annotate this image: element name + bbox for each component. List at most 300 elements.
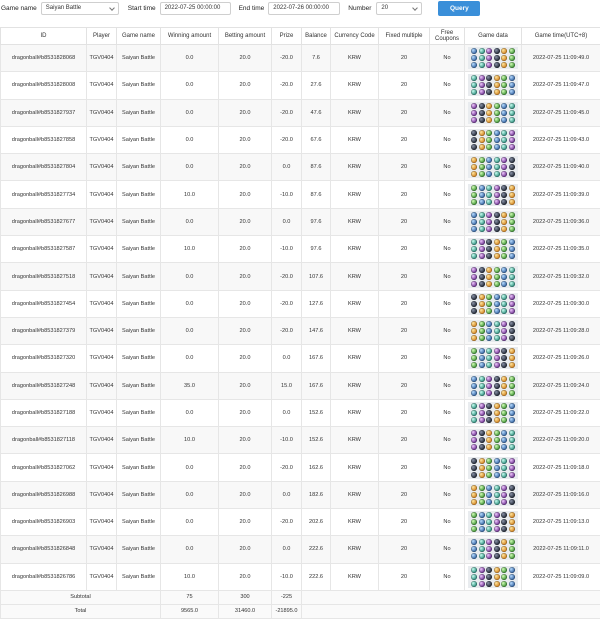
table-row: [1, 454, 600, 481]
slot-symbol-icon: [501, 321, 507, 327]
slot-symbol-icon: [471, 226, 477, 232]
slot-symbol-icon: [501, 458, 507, 464]
slot-symbol-icon: [486, 417, 492, 423]
cell-game-data[interactable]: [465, 208, 522, 235]
slot-symbol-icon: [494, 492, 500, 498]
slot-symbol-icon: [486, 355, 492, 361]
total-filler: [302, 604, 600, 618]
slot-symbol-icon: [509, 164, 515, 170]
table-row: [1, 481, 600, 508]
cell-balance: 47.6: [302, 99, 331, 126]
game-data-symbols[interactable]: [468, 347, 518, 369]
cell-free-coupons: No: [430, 45, 465, 72]
cell-prize: 15.0: [272, 372, 302, 399]
cell-winning-amount: 35.0: [161, 372, 219, 399]
cell-winning-amount: 10.0: [161, 236, 219, 263]
end-time-label: End time: [239, 5, 265, 12]
table-header-row: [1, 28, 600, 45]
cell-free-coupons: No: [430, 208, 465, 235]
slot-symbol-icon: [494, 281, 500, 287]
cell-winning-amount: 0.0: [161, 345, 219, 372]
cell-game-data[interactable]: [465, 317, 522, 344]
slot-symbol-icon: [501, 164, 507, 170]
cell-currency-code: KRW: [331, 509, 379, 536]
cell-currency-code: KRW: [331, 536, 379, 563]
cell-betting-amount: 20.0: [219, 345, 272, 372]
slot-symbol-icon: [494, 458, 500, 464]
slot-symbol-icon: [471, 574, 477, 580]
slot-symbol-icon: [501, 82, 507, 88]
slot-symbol-icon: [509, 226, 515, 232]
cell-currency-code: KRW: [331, 99, 379, 126]
slot-symbol-icon: [479, 546, 485, 552]
cell-id: dragonball#b8531828008: [1, 72, 87, 99]
slot-symbol-icon: [509, 546, 515, 552]
cell-currency-code: KRW: [331, 345, 379, 372]
cell-winning-amount: 0.0: [161, 481, 219, 508]
cell-winning-amount: 0.0: [161, 454, 219, 481]
col-header-prize: Prize: [272, 28, 302, 45]
slot-symbol-icon: [479, 321, 485, 327]
slot-symbol-icon: [479, 274, 485, 280]
cell-currency-code: KRW: [331, 263, 379, 290]
cell-fixed-multiple: 20: [379, 536, 430, 563]
slot-symbol-icon: [494, 546, 500, 552]
cell-id: dragonball#b8531827804: [1, 154, 87, 181]
cell-game-name: Saiyan Battle: [117, 45, 161, 72]
game-data-symbols[interactable]: [468, 156, 518, 178]
slot-symbol-icon: [486, 485, 492, 491]
slot-symbol-icon: [509, 301, 515, 307]
slot-symbol-icon: [479, 567, 485, 573]
slot-symbol-icon: [501, 62, 507, 68]
slot-symbol-icon: [479, 348, 485, 354]
slot-symbol-icon: [486, 403, 492, 409]
slot-symbol-icon: [479, 403, 485, 409]
cell-winning-amount: 0.0: [161, 154, 219, 181]
slot-symbol-icon: [509, 130, 515, 136]
game-data-symbols[interactable]: [468, 293, 518, 315]
cell-game-data[interactable]: [465, 399, 522, 426]
cell-betting-amount: 20.0: [219, 99, 272, 126]
slot-symbol-icon: [479, 212, 485, 218]
cell-balance: 7.6: [302, 45, 331, 72]
slot-symbol-icon: [479, 362, 485, 368]
cell-id: dragonball#b8531826848: [1, 536, 87, 563]
slot-symbol-icon: [479, 164, 485, 170]
cell-game-time: 2022-07-25 11:09:28.0: [522, 317, 600, 344]
cell-game-data[interactable]: [465, 72, 522, 99]
cell-winning-amount: 0.0: [161, 536, 219, 563]
slot-symbol-icon: [494, 390, 500, 396]
slot-symbol-icon: [509, 567, 515, 573]
slot-symbol-icon: [486, 526, 492, 532]
cell-game-data[interactable]: [465, 454, 522, 481]
cell-game-data[interactable]: [465, 481, 522, 508]
slot-symbol-icon: [471, 458, 477, 464]
slot-symbol-icon: [486, 430, 492, 436]
slot-symbol-icon: [501, 465, 507, 471]
cell-betting-amount: 20.0: [219, 563, 272, 590]
slot-symbol-icon: [486, 465, 492, 471]
game-data-symbols[interactable]: [468, 566, 518, 588]
chevron-down-icon: [109, 5, 115, 11]
cell-prize: -20.0: [272, 126, 302, 153]
cell-player: TGV0404: [87, 399, 117, 426]
slot-symbol-icon: [486, 137, 492, 143]
slot-symbol-icon: [479, 171, 485, 177]
cell-currency-code: KRW: [331, 236, 379, 263]
cell-betting-amount: 20.0: [219, 372, 272, 399]
total-label: Total: [1, 604, 161, 618]
slot-symbol-icon: [501, 348, 507, 354]
cell-game-time: 2022-07-25 11:09:43.0: [522, 126, 600, 153]
slot-symbol-icon: [486, 308, 492, 314]
cell-game-time: 2022-07-25 11:09:16.0: [522, 481, 600, 508]
cell-game-name: Saiyan Battle: [117, 126, 161, 153]
slot-symbol-icon: [471, 390, 477, 396]
slot-symbol-icon: [471, 301, 477, 307]
cell-fixed-multiple: 20: [379, 208, 430, 235]
cell-id: dragonball#b8531827379: [1, 317, 87, 344]
table-row: [1, 427, 600, 454]
cell-winning-amount: 10.0: [161, 181, 219, 208]
cell-player: TGV0404: [87, 263, 117, 290]
col-header-game-data: Game data: [465, 28, 522, 45]
slot-symbol-icon: [509, 376, 515, 382]
cell-game-name: Saiyan Battle: [117, 481, 161, 508]
cell-prize: -20.0: [272, 454, 302, 481]
game-data-symbols[interactable]: [468, 74, 518, 96]
col-header-balance: Balance: [302, 28, 331, 45]
game-data-symbols[interactable]: [468, 129, 518, 151]
col-header-game-time: Game time(UTC+8): [522, 28, 600, 45]
slot-symbol-icon: [501, 417, 507, 423]
cell-game-time: 2022-07-25 11:09:45.0: [522, 99, 600, 126]
col-header-fixed-multiple: Fixed multiple: [379, 28, 430, 45]
slot-symbol-icon: [494, 55, 500, 61]
slot-symbol-icon: [471, 144, 477, 150]
cell-betting-amount: 20.0: [219, 208, 272, 235]
slot-symbol-icon: [509, 219, 515, 225]
slot-symbol-icon: [509, 157, 515, 163]
cell-game-data[interactable]: [465, 236, 522, 263]
cell-game-data[interactable]: [465, 563, 522, 590]
slot-symbol-icon: [494, 472, 500, 478]
slot-symbol-icon: [509, 48, 515, 54]
game-data-symbols[interactable]: [468, 266, 518, 288]
slot-symbol-icon: [494, 553, 500, 559]
slot-symbol-icon: [509, 294, 515, 300]
slot-symbol-icon: [494, 437, 500, 443]
slot-symbol-icon: [494, 75, 500, 81]
game-data-symbols[interactable]: [468, 429, 518, 451]
slot-symbol-icon: [479, 48, 485, 54]
slot-symbol-icon: [501, 301, 507, 307]
game-name-select[interactable]: [41, 2, 119, 15]
query-button[interactable]: Query: [438, 1, 480, 16]
cell-player: TGV0404: [87, 317, 117, 344]
cell-game-name: Saiyan Battle: [117, 563, 161, 590]
slot-symbol-icon: [494, 130, 500, 136]
slot-symbol-icon: [509, 328, 515, 334]
slot-symbol-icon: [494, 144, 500, 150]
slot-symbol-icon: [509, 137, 515, 143]
slot-symbol-icon: [471, 383, 477, 389]
cell-prize: -10.0: [272, 563, 302, 590]
slot-symbol-icon: [471, 465, 477, 471]
cell-winning-amount: 0.0: [161, 263, 219, 290]
slot-symbol-icon: [494, 485, 500, 491]
slot-symbol-icon: [486, 171, 492, 177]
cell-game-data[interactable]: [465, 427, 522, 454]
slot-symbol-icon: [486, 472, 492, 478]
cell-player: TGV0404: [87, 509, 117, 536]
slot-symbol-icon: [471, 519, 477, 525]
slot-symbol-icon: [486, 239, 492, 245]
game-data-symbols[interactable]: [468, 511, 518, 533]
cell-game-name: Saiyan Battle: [117, 263, 161, 290]
slot-symbol-icon: [501, 472, 507, 478]
slot-symbol-icon: [509, 212, 515, 218]
cell-game-data[interactable]: [465, 372, 522, 399]
col-header-game-name: Game name: [117, 28, 161, 45]
cell-currency-code: KRW: [331, 481, 379, 508]
cell-currency-code: KRW: [331, 454, 379, 481]
slot-symbol-icon: [479, 512, 485, 518]
slot-symbol-icon: [494, 567, 500, 573]
cell-betting-amount: 20.0: [219, 509, 272, 536]
end-time-value: 2022-07-26 00:00:00: [273, 5, 329, 11]
cell-player: TGV0404: [87, 427, 117, 454]
slot-symbol-icon: [471, 499, 477, 505]
slot-symbol-icon: [486, 103, 492, 109]
slot-symbol-icon: [501, 157, 507, 163]
slot-symbol-icon: [494, 376, 500, 382]
slot-symbol-icon: [494, 301, 500, 307]
end-time-input[interactable]: [268, 2, 340, 15]
cell-player: TGV0404: [87, 126, 117, 153]
cell-balance: 97.6: [302, 236, 331, 263]
game-data-symbols[interactable]: [468, 320, 518, 342]
slot-symbol-icon: [479, 239, 485, 245]
subtotal-row: [1, 590, 600, 604]
cell-free-coupons: No: [430, 345, 465, 372]
cell-game-time: 2022-07-25 11:09:09.0: [522, 563, 600, 590]
slot-symbol-icon: [471, 355, 477, 361]
cell-game-data[interactable]: [465, 99, 522, 126]
slot-symbol-icon: [479, 294, 485, 300]
cell-betting-amount: 20.0: [219, 536, 272, 563]
slot-symbol-icon: [501, 376, 507, 382]
cell-player: TGV0404: [87, 236, 117, 263]
cell-free-coupons: No: [430, 427, 465, 454]
cell-game-name: Saiyan Battle: [117, 372, 161, 399]
slot-symbol-icon: [501, 185, 507, 191]
cell-player: TGV0404: [87, 154, 117, 181]
game-name-label: Game name: [1, 5, 37, 12]
slot-symbol-icon: [471, 567, 477, 573]
slot-symbol-icon: [486, 499, 492, 505]
cell-fixed-multiple: 20: [379, 509, 430, 536]
slot-symbol-icon: [501, 567, 507, 573]
slot-symbol-icon: [509, 553, 515, 559]
cell-free-coupons: No: [430, 154, 465, 181]
cell-fixed-multiple: 20: [379, 72, 430, 99]
slot-symbol-icon: [509, 472, 515, 478]
cell-currency-code: KRW: [331, 72, 379, 99]
slot-symbol-icon: [509, 144, 515, 150]
number-select[interactable]: [376, 2, 422, 15]
table-row: [1, 99, 600, 126]
slot-symbol-icon: [501, 253, 507, 259]
cell-betting-amount: 20.0: [219, 45, 272, 72]
slot-symbol-icon: [509, 110, 515, 116]
slot-symbol-icon: [479, 226, 485, 232]
slot-symbol-icon: [501, 499, 507, 505]
slot-symbol-icon: [509, 526, 515, 532]
slot-symbol-icon: [471, 117, 477, 123]
game-data-symbols[interactable]: [468, 102, 518, 124]
slot-symbol-icon: [471, 308, 477, 314]
cell-game-data[interactable]: [465, 509, 522, 536]
cell-game-name: Saiyan Battle: [117, 236, 161, 263]
cell-game-name: Saiyan Battle: [117, 317, 161, 344]
slot-symbol-icon: [486, 55, 492, 61]
game-data-symbols[interactable]: [468, 402, 518, 424]
slot-symbol-icon: [509, 199, 515, 205]
col-header-betting-amount: Betting amount: [219, 28, 272, 45]
slot-symbol-icon: [494, 321, 500, 327]
cell-game-data[interactable]: [465, 154, 522, 181]
cell-id: dragonball#b8531827734: [1, 181, 87, 208]
table-row: [1, 72, 600, 99]
slot-symbol-icon: [486, 89, 492, 95]
slot-symbol-icon: [471, 437, 477, 443]
slot-symbol-icon: [486, 458, 492, 464]
slot-symbol-icon: [479, 553, 485, 559]
cell-betting-amount: 20.0: [219, 317, 272, 344]
cell-prize: 0.0: [272, 154, 302, 181]
game-data-symbols[interactable]: [468, 375, 518, 397]
slot-symbol-icon: [486, 383, 492, 389]
cell-game-data[interactable]: [465, 263, 522, 290]
slot-symbol-icon: [479, 308, 485, 314]
slot-symbol-icon: [471, 199, 477, 205]
slot-symbol-icon: [479, 192, 485, 198]
cell-free-coupons: No: [430, 563, 465, 590]
subtotal-prize: -225: [272, 590, 302, 604]
slot-symbol-icon: [479, 458, 485, 464]
table-row: [1, 399, 600, 426]
cell-fixed-multiple: 20: [379, 126, 430, 153]
cell-player: TGV0404: [87, 536, 117, 563]
cell-id: dragonball#b8531827587: [1, 236, 87, 263]
slot-symbol-icon: [494, 267, 500, 273]
slot-symbol-icon: [501, 574, 507, 580]
cell-player: TGV0404: [87, 45, 117, 72]
slot-symbol-icon: [486, 512, 492, 518]
cell-game-time: 2022-07-25 11:09:32.0: [522, 263, 600, 290]
cell-game-name: Saiyan Battle: [117, 345, 161, 372]
cell-fixed-multiple: 20: [379, 454, 430, 481]
slot-symbol-icon: [471, 348, 477, 354]
cell-player: TGV0404: [87, 72, 117, 99]
cell-fixed-multiple: 20: [379, 236, 430, 263]
cell-game-data[interactable]: [465, 290, 522, 317]
slot-symbol-icon: [479, 437, 485, 443]
slot-symbol-icon: [494, 539, 500, 545]
col-header-id: ID: [1, 28, 87, 45]
start-time-input[interactable]: [160, 2, 231, 15]
slot-symbol-icon: [471, 75, 477, 81]
cell-game-data[interactable]: [465, 536, 522, 563]
cell-id: dragonball#b8531827320: [1, 345, 87, 372]
game-data-symbols[interactable]: [468, 47, 518, 69]
cell-prize: -10.0: [272, 427, 302, 454]
slot-symbol-icon: [509, 403, 515, 409]
slot-symbol-icon: [486, 117, 492, 123]
game-data-symbols[interactable]: [468, 211, 518, 233]
slot-symbol-icon: [509, 103, 515, 109]
slot-symbol-icon: [471, 110, 477, 116]
game-data-symbols[interactable]: [468, 184, 518, 206]
game-data-symbols[interactable]: [468, 457, 518, 479]
slot-symbol-icon: [471, 526, 477, 532]
game-data-symbols[interactable]: [468, 484, 518, 506]
slot-symbol-icon: [494, 512, 500, 518]
slot-symbol-icon: [501, 226, 507, 232]
slot-symbol-icon: [486, 492, 492, 498]
slot-symbol-icon: [501, 410, 507, 416]
slot-symbol-icon: [509, 171, 515, 177]
cell-balance: 162.6: [302, 454, 331, 481]
cell-game-data[interactable]: [465, 45, 522, 72]
slot-symbol-icon: [509, 574, 515, 580]
slot-symbol-icon: [501, 144, 507, 150]
slot-symbol-icon: [471, 553, 477, 559]
game-data-symbols[interactable]: [468, 238, 518, 260]
slot-symbol-icon: [479, 199, 485, 205]
game-data-symbols[interactable]: [468, 538, 518, 560]
slot-symbol-icon: [486, 390, 492, 396]
slot-symbol-icon: [494, 465, 500, 471]
cell-balance: 87.6: [302, 181, 331, 208]
cell-game-data[interactable]: [465, 345, 522, 372]
cell-winning-amount: 0.0: [161, 72, 219, 99]
cell-prize: 0.0: [272, 399, 302, 426]
filter-bar: [0, 0, 600, 16]
cell-winning-amount: 0.0: [161, 290, 219, 317]
slot-symbol-icon: [471, 410, 477, 416]
slot-symbol-icon: [486, 219, 492, 225]
slot-symbol-icon: [471, 403, 477, 409]
cell-currency-code: KRW: [331, 154, 379, 181]
slot-symbol-icon: [494, 185, 500, 191]
cell-player: TGV0404: [87, 481, 117, 508]
slot-symbol-icon: [471, 485, 477, 491]
slot-symbol-icon: [501, 212, 507, 218]
cell-game-data[interactable]: [465, 181, 522, 208]
cell-game-data[interactable]: [465, 126, 522, 153]
slot-symbol-icon: [486, 437, 492, 443]
slot-symbol-icon: [509, 274, 515, 280]
cell-betting-amount: 20.0: [219, 126, 272, 153]
slot-symbol-icon: [501, 553, 507, 559]
slot-symbol-icon: [509, 308, 515, 314]
cell-fixed-multiple: 20: [379, 181, 430, 208]
col-header-currency-code: Currency Code: [331, 28, 379, 45]
